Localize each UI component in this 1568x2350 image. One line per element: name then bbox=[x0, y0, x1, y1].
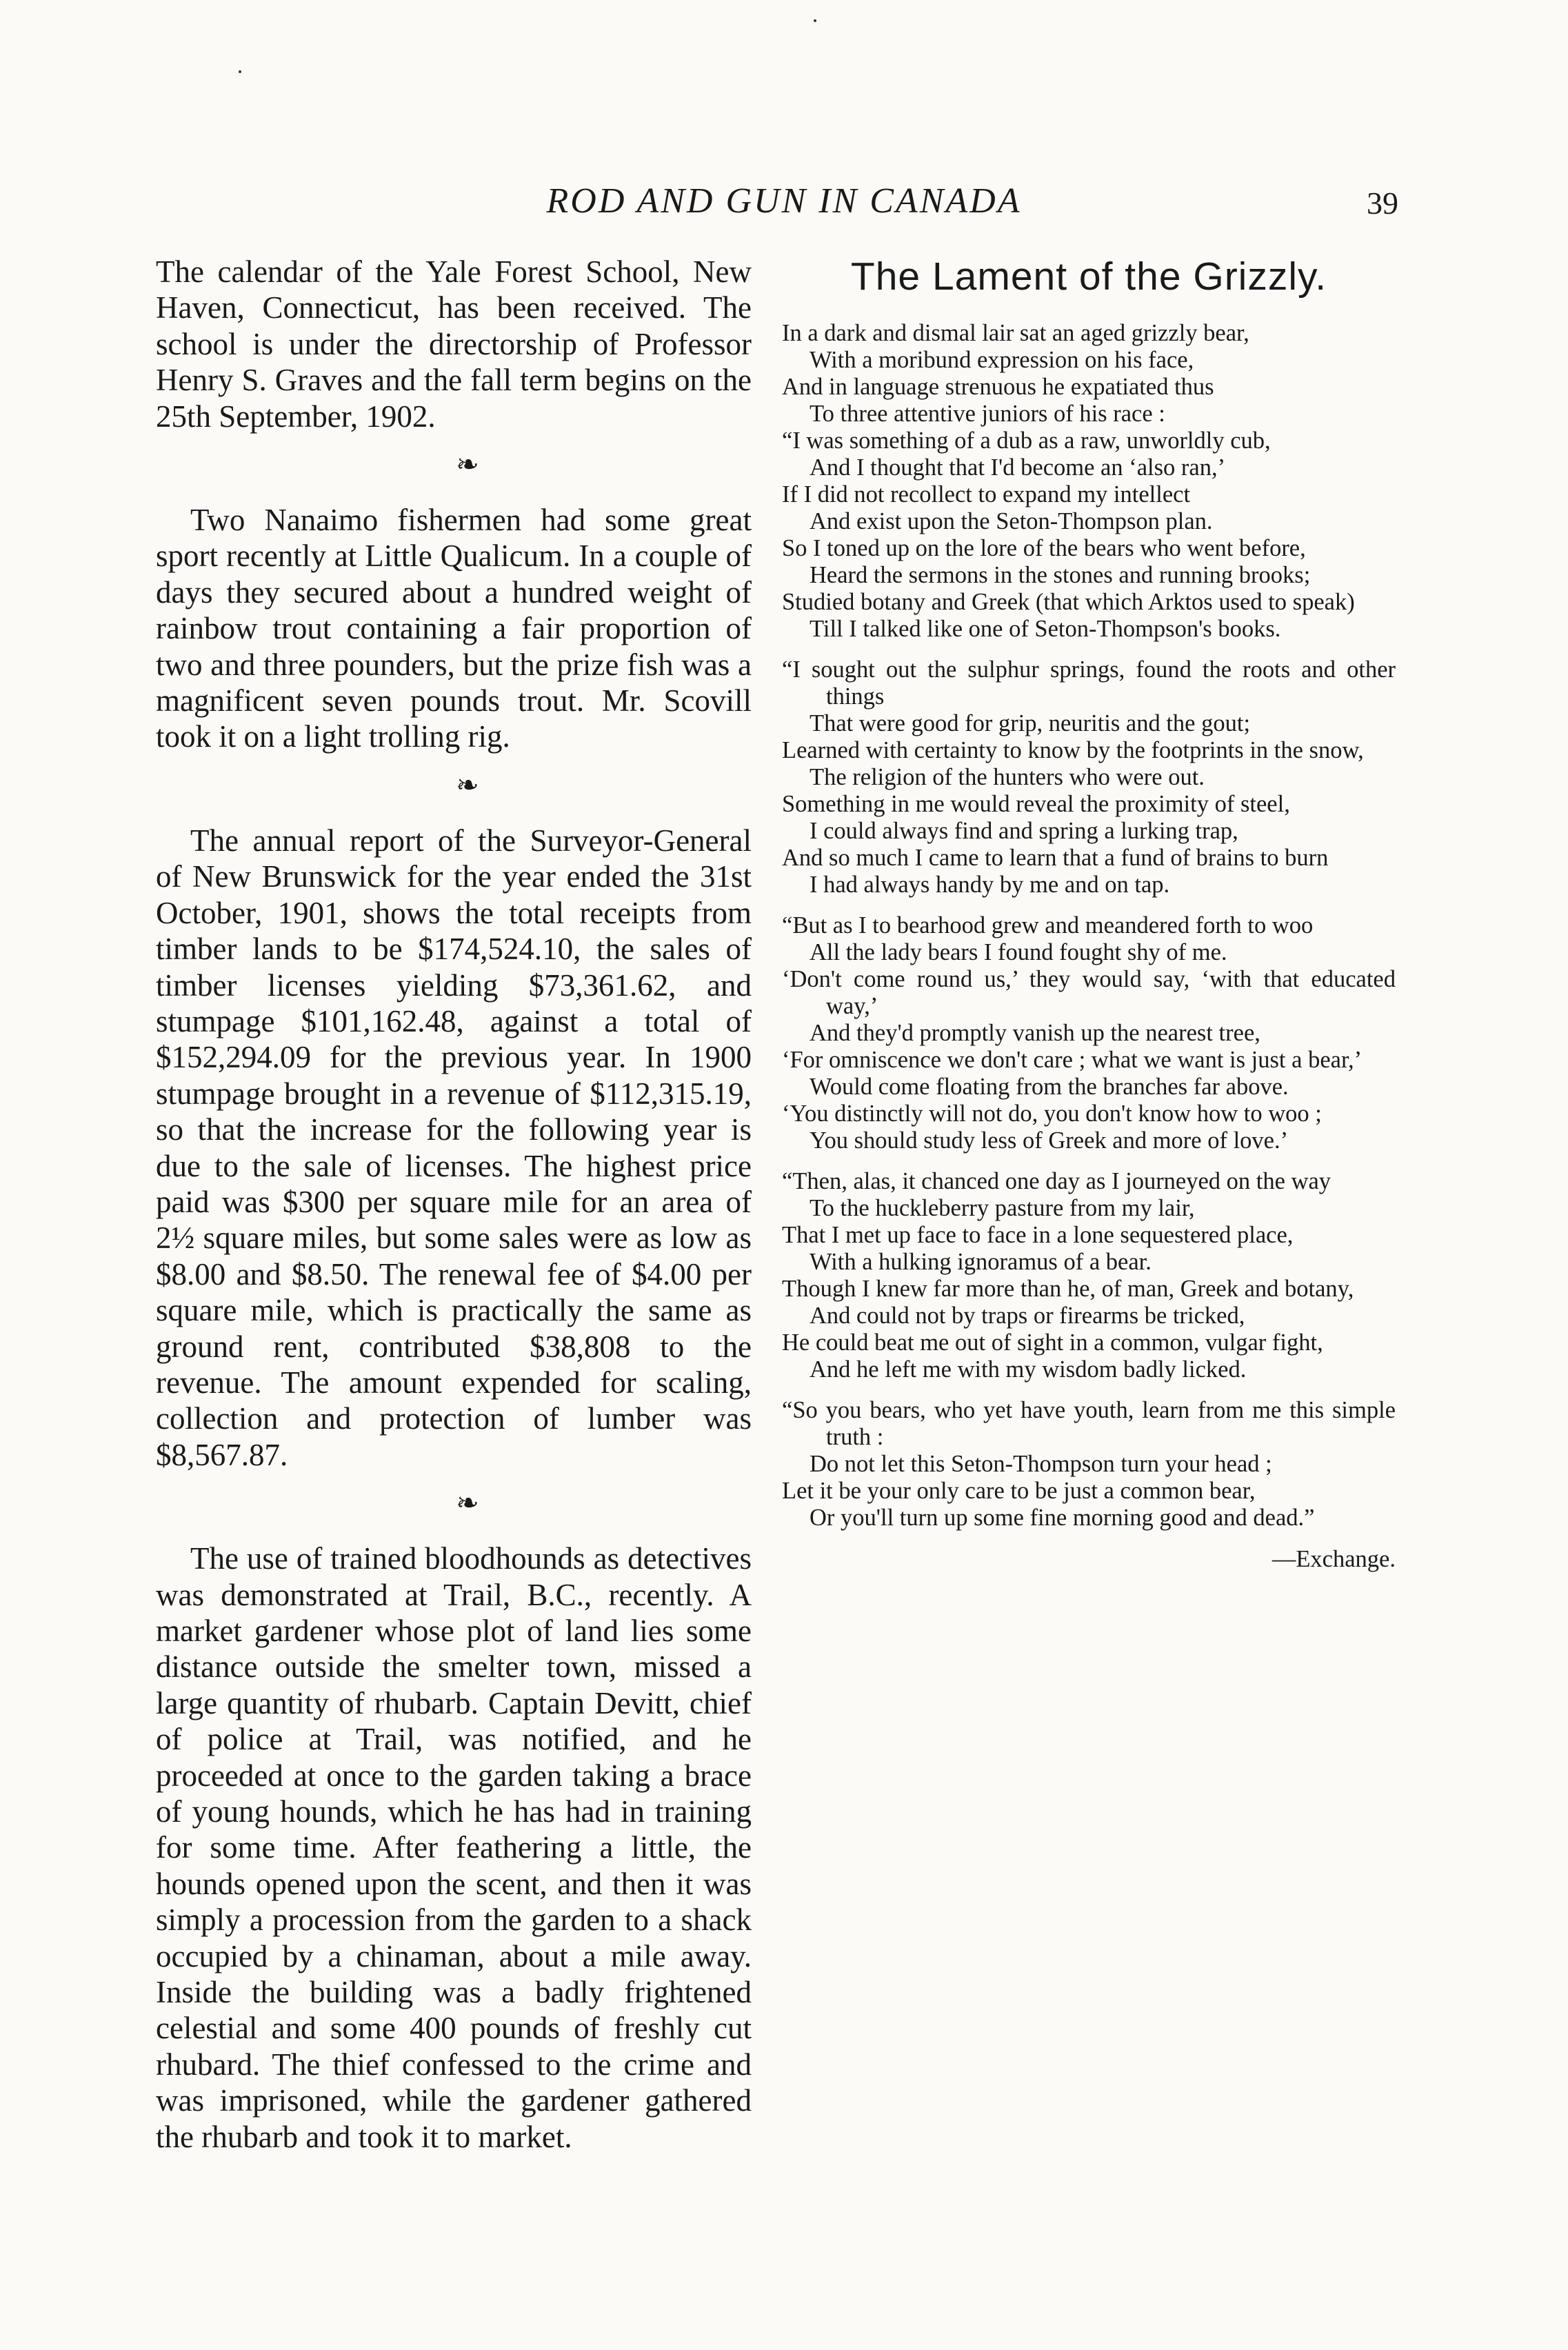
poem-line: I had always handy by me and on tap. bbox=[810, 872, 1170, 898]
poem-stanza bbox=[782, 1168, 1396, 1383]
poem-line: If I did not recollect to expand my intellect bbox=[782, 481, 1191, 508]
poem-line: With a moribund expression on his face, bbox=[810, 347, 1194, 373]
poem-line: All the lady bears I found fought shy of me. bbox=[810, 939, 1227, 965]
poem-line: You should study less of Greek and more of love.’ bbox=[810, 1127, 1289, 1154]
poem-line: “I sought out the sulphur springs, found the roots and other things bbox=[782, 656, 1396, 710]
leaf-ornament-icon: ❧ bbox=[456, 769, 479, 801]
poem-line: With a hulking ignoramus of a bear. bbox=[810, 1249, 1152, 1275]
poem-stanza bbox=[782, 1397, 1396, 1531]
poem-line: And they'd promptly vanish up the nearest tree, bbox=[810, 1020, 1260, 1046]
poem-line: And in language strenuous he expatiated thus bbox=[782, 374, 1214, 400]
poem-line: And could not by traps or firearms be tricked, bbox=[810, 1303, 1245, 1329]
poem-line: “Then, alas, it chanced one day as I journeyed on the way bbox=[782, 1168, 1331, 1194]
news-item-surveyor-general-report: The annual report of the Surveyor-General of New Brunswick for the year ended the 31st October, 1901, shows the total receipts from timber lands to be $174,524.10, the sales of timber licenses yielding $73,361.62, and stumpage $101,162.48, against a total of $152,294.09 for the previous year. In 1900 stumpage brought in a revenue of $112,315.19, so that the increase for the following year is due to the sale of licenses. The highest price paid was $300 per square mile for an area of 2½ square miles, but some sales were as low as $8.00 and $8.50. The renewal fee of $4.00 per square mile, which is practically the same as ground rent, contributed $38,808 to the revenue. The amount expended for scaling, collection and protection of lumber was $8,567.87. bbox=[156, 823, 752, 1472]
poem-line: Learned with certainty to know by the footprints in the snow, bbox=[782, 737, 1364, 763]
page-number: 39 bbox=[1367, 185, 1398, 221]
poem-line: ‘You distinctly will not do, you don't know how to woo ; bbox=[782, 1101, 1322, 1127]
news-item-nanaimo-fishermen: Two Nanaimo fishermen had some great sport recently at Little Qualicum. In a couple of days they secured about a hundred weight of rainbow trout containing a fair proportion of two and three pounders, but the prize fish was a magnificent seven pounds trout. Mr. Scovill took it on a light trolling rig. bbox=[156, 503, 752, 754]
poem-line: “I was something of a dub as a raw, unworldly cub, bbox=[782, 428, 1271, 454]
poem-line: And I thought that I'd become an ‘also ran,’ bbox=[810, 454, 1226, 481]
poem-line: In a dark and dismal lair sat an aged grizzly bear, bbox=[782, 320, 1249, 346]
poem-line: To three attentive juniors of his race : bbox=[810, 401, 1165, 427]
poem-line: Something in me would reveal the proximity of steel, bbox=[782, 791, 1290, 817]
poem-line: And so much I came to learn that a fund of brains to burn bbox=[782, 845, 1329, 871]
stray-mark bbox=[814, 19, 816, 22]
news-column bbox=[156, 254, 752, 2155]
poem-line: And exist upon the Seton-Thompson plan. bbox=[810, 508, 1213, 534]
poem-line: And he left me with my wisdom badly licked. bbox=[810, 1356, 1247, 1383]
poem-line: I could always find and spring a lurking trap, bbox=[810, 818, 1238, 844]
poem-line: So I toned up on the lore of the bears who went before, bbox=[782, 535, 1306, 561]
poem-line: That I met up face to face in a lone sequestered place, bbox=[782, 1222, 1294, 1248]
poem-line: He could beat me out of sight in a common, vulgar fight, bbox=[782, 1329, 1323, 1356]
poem-line: Or you'll turn up some fine morning good and dead.” bbox=[810, 1505, 1315, 1531]
poem-column bbox=[782, 254, 1396, 1573]
leaf-ornament-icon: ❧ bbox=[456, 1487, 479, 1519]
poem-line: The religion of the hunters who were out. bbox=[810, 764, 1205, 790]
poem-line: ‘Don't come round us,’ they would say, ‘with that educated way,’ bbox=[782, 966, 1396, 1019]
poem-title: The Lament of the Grizzly. bbox=[850, 254, 1327, 299]
poem-stanza bbox=[782, 320, 1396, 643]
poem-line: Would come floating from the branches far above. bbox=[810, 1074, 1289, 1100]
poem-line: Studied botany and Greek (that which Arktos used to speak) bbox=[782, 589, 1355, 615]
poem-line: “But as I to bearhood grew and meandered forth to woo bbox=[782, 912, 1314, 938]
poem-stanza bbox=[782, 656, 1396, 898]
poem-line: ‘For omniscence we don't care ; what we want is just a bear,’ bbox=[782, 1047, 1363, 1073]
poem-line: To the huckleberry pasture from my lair, bbox=[810, 1195, 1195, 1221]
poem-line: Do not let this Seton-Thompson turn your head ; bbox=[810, 1451, 1272, 1477]
poem-line: Heard the sermons in the stones and running brooks; bbox=[810, 562, 1311, 588]
poem-stanza bbox=[782, 912, 1396, 1154]
stray-mark bbox=[239, 70, 241, 73]
poem-attribution: —Exchange. bbox=[1272, 1546, 1396, 1572]
running-title: ROD AND GUN IN CANADA bbox=[546, 181, 1022, 221]
poem-line: Let it be your only care to be just a common bear, bbox=[782, 1478, 1256, 1504]
poem-line: That were good for grip, neuritis and the gout; bbox=[810, 710, 1251, 736]
poem-stanzas bbox=[782, 320, 1396, 1531]
poem-line: Though I knew far more than he, of man, Greek and botany, bbox=[782, 1276, 1354, 1302]
poem-line: “So you bears, who yet have youth, learn from me this simple truth : bbox=[782, 1397, 1396, 1450]
leaf-ornament-icon: ❧ bbox=[456, 449, 479, 481]
poem-line: Till I talked like one of Seton-Thompson's books. bbox=[810, 616, 1281, 642]
news-item-bloodhounds: The use of trained bloodhounds as detectives was demonstrated at Trail, B.C., recently. A market gardener whose plot of land lies some distance outside the smelter town, missed a large quantity of rhubarb. Captain Devitt, chief of police at Trail, was notified, and he proceeded at once to the garden taking a brace of young hounds, which he has had in training for some time. After feathering a little, the hounds opened upon the scent, and then it was simply a procession from the garden to a shack occupied by a chinaman, about a mile away. Inside the building was a badly frightened celestial and some 400 pounds of freshly cut rhubard. The thief confessed to the crime and was imprisoned, while the gardener gathered the rhubarb and took it to market. bbox=[156, 1541, 752, 2154]
page-header bbox=[0, 181, 1568, 236]
news-item-yale-forest-school: The calendar of the Yale Forest School, New Haven, Connecticut, has been received. The school is under the directorship of Professor Henry S. Graves and the fall term begins on the 25th September, 1902. bbox=[156, 254, 752, 434]
